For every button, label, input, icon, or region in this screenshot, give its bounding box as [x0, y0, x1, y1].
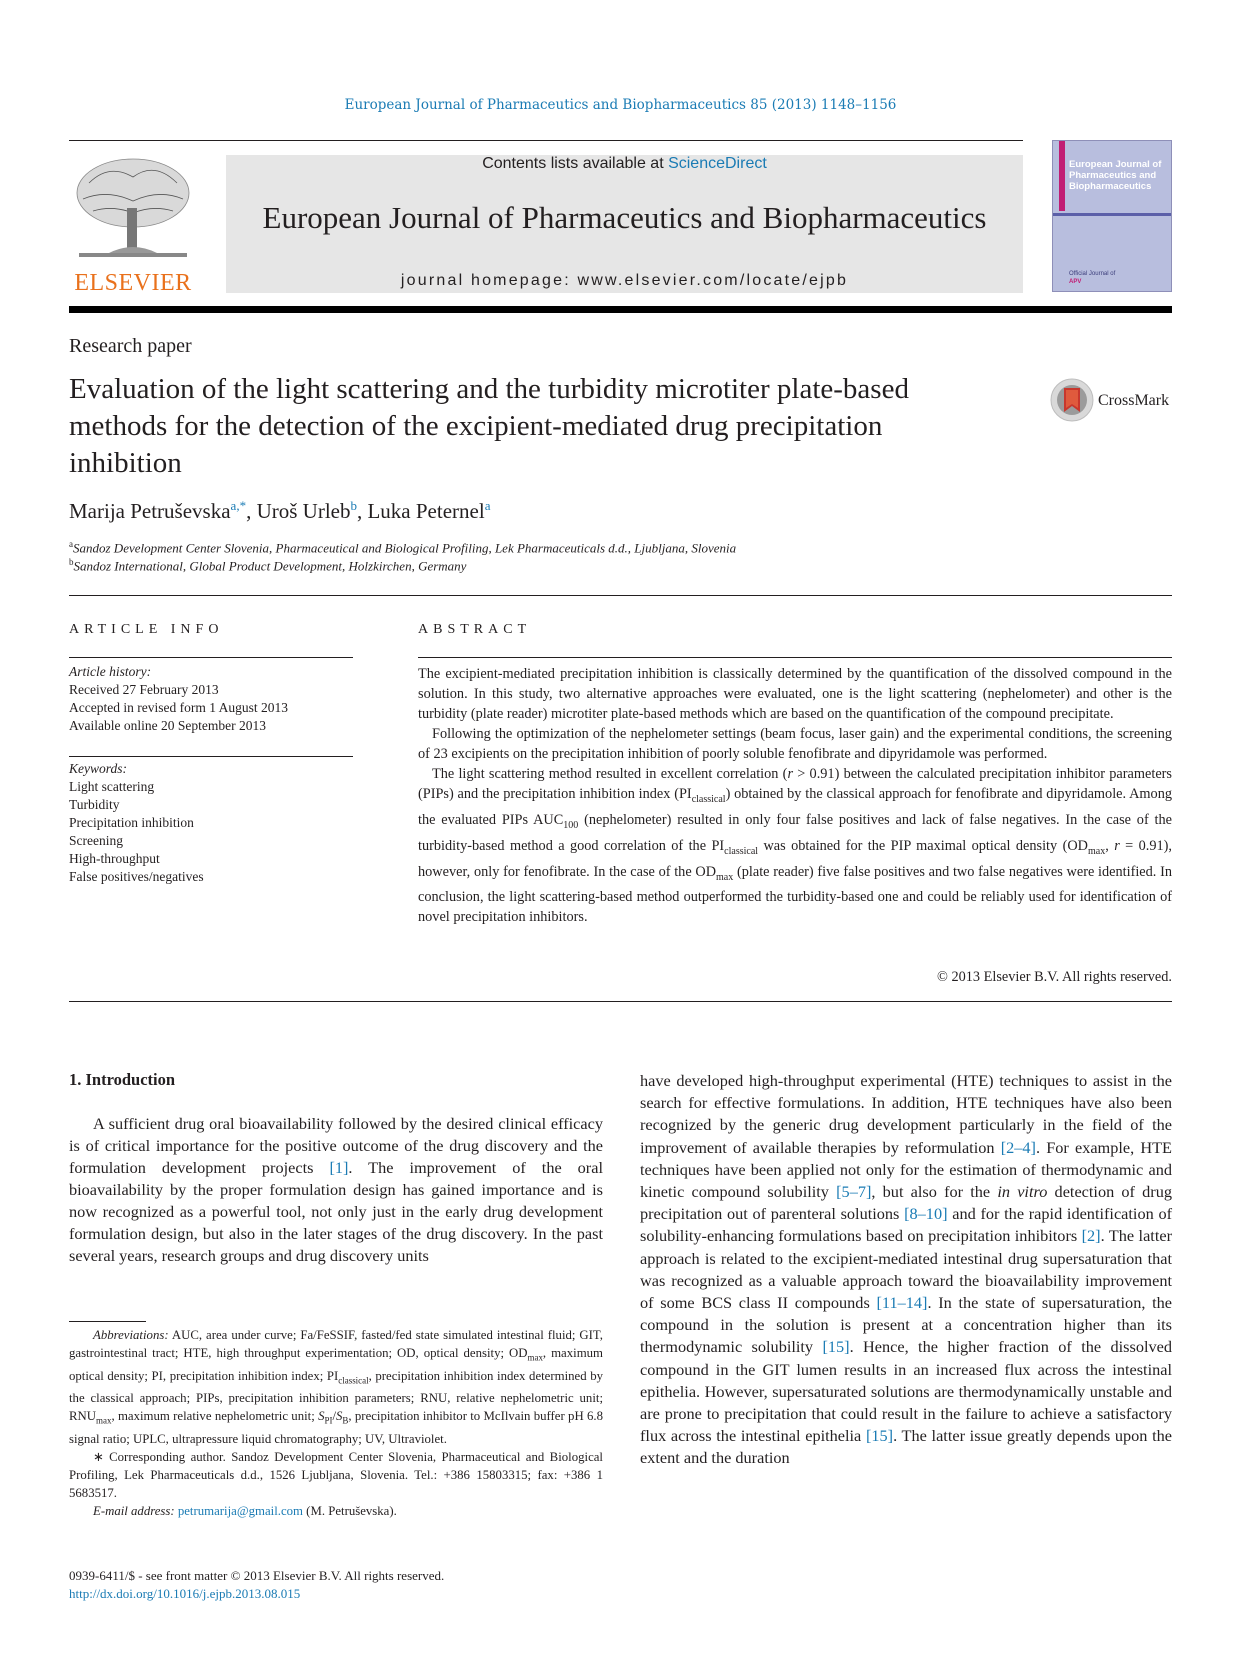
affiliation-text: Sandoz International, Global Product Development, Holzkirchen, Germany — [73, 558, 467, 574]
text: and for the rapid identification of solubility-enhancing formulations based on precipitation inhibitors — [640, 1204, 1173, 1246]
affiliation-text: Sandoz Development Center Slovenia, Pharmaceutical and Biological Profiling, Lek Pharmaceuticals d.d., Ljubljana, Slovenia — [73, 540, 737, 556]
reference-link[interactable]: [15] — [865, 1426, 894, 1446]
subscript: PI — [324, 1415, 333, 1426]
email-footnote — [69, 1502, 603, 1520]
cover-band — [1053, 213, 1172, 216]
keywords — [69, 760, 353, 886]
text: / — [332, 1409, 337, 1424]
variable-r: r — [787, 766, 794, 782]
abbreviations-label: Abbreviations: — [93, 1328, 169, 1342]
text: . Hence, the higher fraction of the dissolved compound in the GIT lumen results in an increased flux across the intestinal epithelia. However, supersaturated solutions are thermodynamically unstable and are prone to precipitation that could result in the failure to achieve a satisfactory flux across the intestinal epithelia — [640, 1337, 1172, 1446]
info-rule — [69, 756, 353, 757]
info-rule — [69, 657, 353, 658]
text: ) obtained by the classical approach for fenofibrate and dipyridamole. Among the evaluated PIPs AUC — [418, 786, 1172, 828]
history-online: Available online 20 September 2013 — [69, 718, 266, 733]
affiliation-mark: a — [69, 539, 73, 549]
text: The light scattering method resulted in excellent correlation ( — [432, 766, 788, 782]
text: . For example, HTE techniques have been applied not only for the estimation of thermodynamic and kinetic compound solubility — [640, 1137, 1172, 1202]
masthead-rule — [69, 306, 1172, 313]
author-name: Luka Peternel — [367, 499, 485, 523]
abstract-copyright: © 2013 Elsevier B.V. All rights reserved. — [937, 969, 1172, 985]
sciencedirect-link[interactable]: ScienceDirect — [668, 155, 767, 172]
article-history — [69, 663, 353, 735]
abstract-end-rule — [69, 1001, 1172, 1002]
symbol: S — [336, 1409, 343, 1424]
contents-prefix: Contents lists available at — [482, 155, 669, 172]
text: (plate reader) five false positives and two false negatives were identified. In conclusion, the light scattering-based method outperformed the turbidity-based one and could be reliably used for identification of novel precipitation inhibitors. — [418, 863, 1172, 926]
text: A sufficient drug oral bioavailability followed by the desired clinical efficacy is of critical importance for the positive outcome of the drug discovery and the formulation development projects — [69, 1114, 603, 1177]
corresponding-author-footnote: ∗ Corresponding author. Sandoz Development Center Slovenia, Pharmaceutical and Biological Profiling, Lek Pharmaceuticals d.d., 1526 Ljubljana, Slovenia. Tel.: +386 15803315; fax: +386 1 5683517. — [69, 1449, 603, 1500]
text: , maximum relative nephelometric unit; — [111, 1409, 319, 1424]
article-info-heading: ARTICLE INFO — [69, 622, 224, 637]
text: , maximum optical density; PI, precipitation inhibition index; PI — [69, 1346, 603, 1383]
article-type: Research paper — [69, 335, 192, 357]
subscript: classical — [724, 845, 759, 857]
abstract-heading: ABSTRACT — [418, 622, 532, 637]
journal-citation[interactable]: European Journal of Pharmaceutics and Biopharmaceutics 85 (2013) 1148–1156 — [344, 97, 897, 113]
author-affiliation-mark[interactable]: a — [484, 498, 491, 513]
author-list — [69, 498, 490, 524]
history-accepted: Accepted in revised form 1 August 2013 — [69, 700, 288, 715]
reference-link[interactable]: [15] — [822, 1337, 850, 1357]
reference-link[interactable]: [8–10] — [904, 1204, 948, 1224]
subscript: B — [342, 1415, 349, 1426]
cover-footer: Official Journal of — [1069, 271, 1116, 277]
author-name: Uroš Urleb — [256, 499, 351, 523]
subscript: max — [1088, 845, 1106, 857]
footnote-rule — [69, 1321, 146, 1322]
article-title: Evaluation of the light scattering and the turbidity microtiter plate-based methods for the detection of the excipient-mediated drug precipitation inhibition — [69, 373, 909, 479]
text: (M. Petruševska). — [302, 1503, 397, 1518]
text: , but also for the — [871, 1182, 998, 1202]
journal-homepage[interactable]: journal homepage: www.elsevier.com/locate/ejpb — [400, 272, 849, 289]
text: . The improvement of the oral bioavailability by the proper formulation design has gained importance and is now recognized as a powerful tool, not only just in the early drug development formulation design, but also in the later stages of the drug discovery. In the past several years, research groups and drug discovery units — [69, 1158, 603, 1265]
contents-line — [226, 155, 1023, 173]
intro-column-right — [640, 1070, 1172, 1470]
author-separator: , — [356, 499, 368, 523]
abstract-rule — [418, 657, 1172, 658]
reference-link[interactable]: [2–4] — [1000, 1137, 1036, 1157]
keywords-label: Keywords: — [69, 761, 127, 776]
doi-link[interactable]: http://dx.doi.org/10.1016/j.ejpb.2013.08.015 — [69, 1586, 301, 1601]
cover-accent-bar — [1059, 141, 1065, 211]
email-label: E-mail address: — [93, 1503, 175, 1518]
text: . The latter issue greatly depends upon the extent and the duration — [640, 1426, 1172, 1468]
text: was obtained for the PIP maximal optical density (OD — [758, 837, 1088, 854]
email-link[interactable]: petrumarija@gmail.com — [177, 1503, 303, 1518]
text: AUC, area under curve; Fa/FeSSIF, fasted/fed state simulated intestinal fluid; GIT, gastrointestinal tract; HTE, high throughput experimentation; OD, optical density; OD — [69, 1328, 603, 1360]
text: have developed high-throughput experimental (HTE) techniques to assist in the search for effective formulations. In addition, HTE techniques have also been recognized by the generic drug development particularly in the field of the improvement of available therapies by reformulation — [640, 1071, 1172, 1157]
reference-link[interactable]: [2] — [1081, 1226, 1101, 1246]
subscript: classical — [338, 1375, 369, 1386]
header-rule — [69, 140, 1023, 141]
elsevier-wordmark: ELSEVIER — [74, 270, 192, 296]
author-affiliation-mark[interactable]: a,* — [230, 498, 247, 513]
section-rule — [69, 595, 1172, 596]
cover-title: European Journal of Pharmaceutics and Biopharmaceutics — [1069, 159, 1162, 192]
text: = 0.91), however, only for fenofibrate. In the case of the OD — [418, 837, 1172, 880]
history-label: Article history: — [69, 664, 152, 679]
journal-title: European Journal of Pharmaceutics and Biopharmaceutics — [262, 200, 987, 235]
affiliation — [69, 557, 466, 574]
history-received: Received 27 February 2013 — [69, 682, 219, 697]
text: detection of drug precipitation out of parenteral solutions — [640, 1182, 1173, 1224]
subscript: 100 — [563, 819, 579, 831]
keyword: Precipitation inhibition — [69, 815, 194, 830]
subscript: max — [96, 1415, 112, 1426]
text: , precipitation inhibitor to McIlvain buffer pH 6.8 signal ratio; UPLC, ultrapressure liquid chromatography; UV, Ultraviolet. — [69, 1409, 603, 1446]
journal-cover-thumbnail[interactable] — [1052, 140, 1172, 292]
abstract-paragraph: The excipient-mediated precipitation inhibition is classically determined by the quantification of the dissolved compound in the solution. In this study, two alternative approaches were evaluated, one is the light scattering (nephelometer) and other is the turbidity (plate reader) microtiter plate-based methods which are based on the quantification of the compound precipitate. — [418, 666, 1172, 722]
subscript: max — [527, 1352, 543, 1363]
abstract-body — [418, 664, 1172, 927]
cover-org: APV — [1069, 279, 1082, 285]
text: (nephelometer) resulted in only four false positives and lack of false negatives. In the case of the turbidity-based method a good correlation of the PI — [418, 811, 1172, 854]
abbreviations-footnote — [69, 1326, 603, 1448]
abstract-paragraph — [418, 764, 1172, 927]
crossmark-icon[interactable] — [1050, 378, 1094, 422]
intro-column-left — [69, 1113, 603, 1267]
reference-link[interactable]: [1] — [329, 1158, 349, 1177]
subscript: classical — [691, 793, 726, 805]
variable-r: r — [1114, 837, 1120, 854]
abstract-paragraph: Following the optimization of the nephelometer settings (beam focus, laser gain) and the experimental conditions, the screening of 23 excipients on the precipitation inhibition of poorly soluble fenofibrate and dipyridamole was performed. — [418, 726, 1172, 762]
keyword: High-throughput — [69, 851, 160, 866]
section-heading-introduction: 1. Introduction — [69, 1070, 176, 1089]
reference-link[interactable]: [11–14] — [876, 1293, 928, 1313]
keyword: Screening — [69, 833, 123, 848]
text: . In the state of supersaturation, the compound in the solution is present at a concentration higher than its thermodynamic solubility — [640, 1293, 1172, 1357]
text: > 0.91) between the calculated precipitation inhibitor parameters (PIPs) and the precipitation inhibition index (PI — [418, 766, 1172, 802]
author-affiliation-mark[interactable]: b — [350, 498, 357, 513]
keyword: Light scattering — [69, 779, 155, 794]
author-separator: , — [246, 499, 257, 523]
symbol: S — [318, 1409, 325, 1424]
text: , precipitation inhibition index determined by the classical approach; PIPs, precipitation inhibition parameters; RNU, relative nephelometric unit; RNU — [69, 1368, 603, 1424]
text: , — [1105, 837, 1115, 854]
intro-paragraph — [69, 1113, 603, 1267]
text: . The latter approach is related to the excipient-mediated intestinal drug supersaturation that was recognized as a valuable approach toward the bioavailability improvement of some BCS class II compounds — [640, 1226, 1172, 1313]
crossmark-label[interactable]: CrossMark — [1098, 392, 1170, 409]
italic-term: in vitro — [997, 1182, 1048, 1202]
subscript: max — [716, 871, 734, 883]
author-name: Marija Petruševska — [69, 499, 231, 523]
keyword: False positives/negatives — [69, 869, 204, 884]
affiliation — [69, 539, 736, 556]
intro-paragraph — [640, 1070, 1172, 1470]
reference-link[interactable]: [5–7] — [836, 1182, 872, 1202]
keyword: Turbidity — [69, 797, 120, 812]
affiliation-mark: b — [69, 557, 74, 567]
footnotes — [69, 1326, 603, 1520]
issn-line: 0939-6411/$ - see front matter © 2013 Elsevier B.V. All rights reserved. — [69, 1568, 445, 1583]
